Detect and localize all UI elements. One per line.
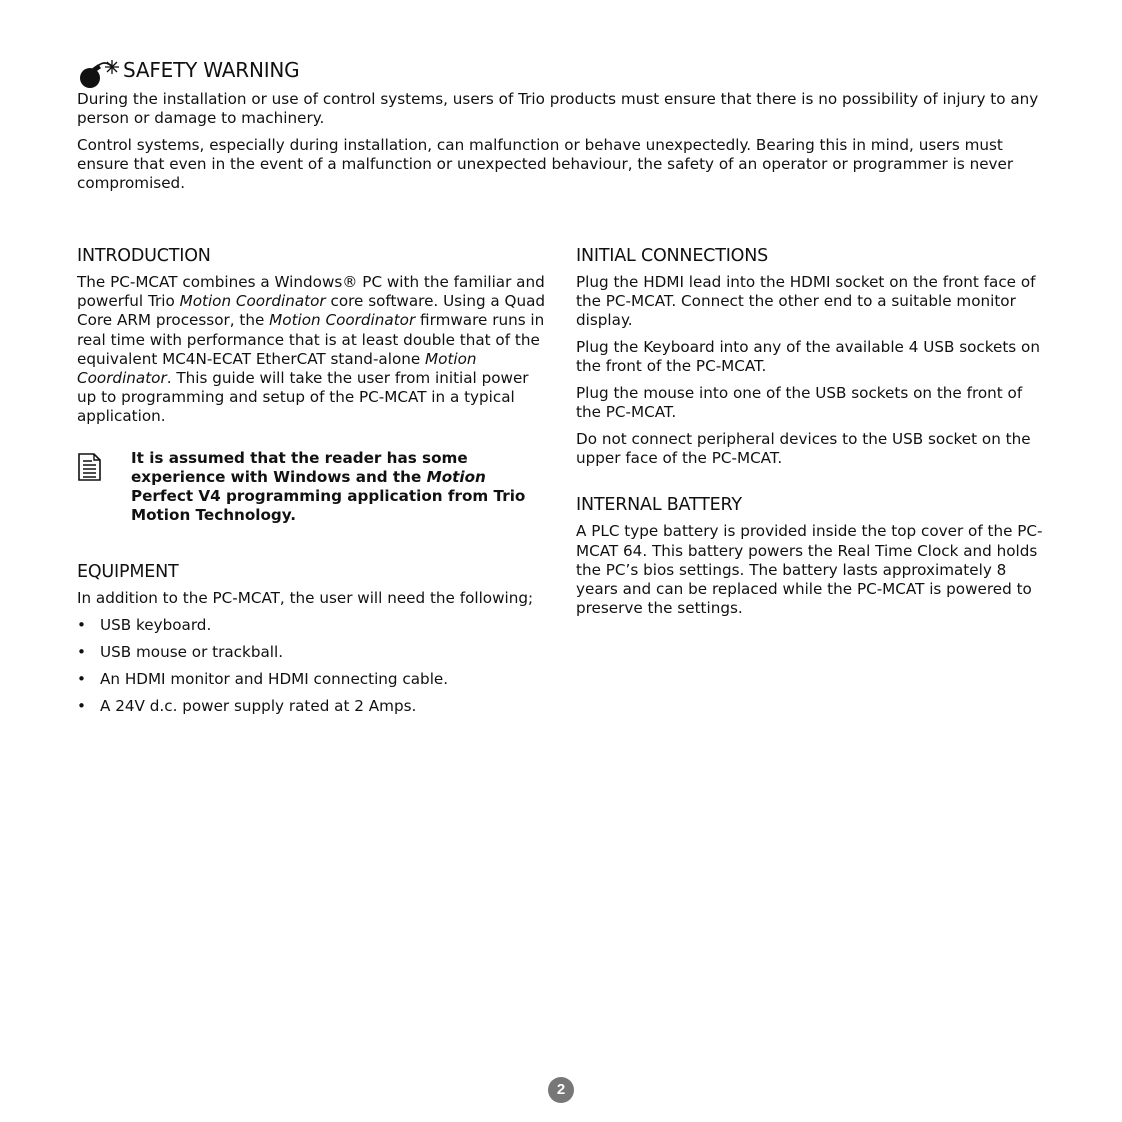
left-column xyxy=(77,245,547,724)
note-italic: Motion xyxy=(426,467,486,486)
bomb-icon xyxy=(76,58,124,92)
connections-paragraph: Plug the mouse into one of the USB sockets on the front of the PC-MCAT. xyxy=(576,384,1023,422)
list-item: • A 24V d.c. power supply rated at 2 Amps. xyxy=(77,697,547,716)
list-item: • USB mouse or trackball. xyxy=(77,643,547,662)
intro-text-1: The PC-MCAT combines a Windows® PC with the familiar and powerful Trio xyxy=(77,273,545,311)
equipment-intro: In addition to the PC-MCAT, the user will need the following; xyxy=(77,589,534,608)
intro-text-3: firmware runs in real time with performance that is at least double that of the equivalent MC4N-ECAT EtherCAT stand-alone xyxy=(77,311,545,368)
connections-paragraph: Do not connect peripheral devices to the USB socket on the upper face of the PC-MCAT. xyxy=(576,429,1031,468)
note-text-1: It is assumed that the reader has some experience with Windows and the xyxy=(131,448,468,486)
safety-paragraph-1: During the installation or use of control systems, users of Trio products must ensure that there is no possibility of injury to any person or damage to machinery. xyxy=(77,90,1039,128)
note-document-icon xyxy=(77,452,103,482)
initial-connections-section xyxy=(576,245,1046,468)
intro-text-2: core software. Using a Quad Core ARM processor, the xyxy=(77,292,546,330)
safety-body xyxy=(77,90,1045,201)
internal-battery-section xyxy=(576,494,1046,618)
page-number: 2 xyxy=(548,1077,574,1103)
initial-connections-heading: INITIAL CONNECTIONS xyxy=(576,246,769,266)
list-item: • An HDMI monitor and HDMI connecting cable. xyxy=(77,670,547,689)
equipment-list xyxy=(77,616,547,716)
intro-italic-3: Motion Coordinator xyxy=(77,349,477,388)
connections-paragraph: Plug the Keyboard into any of the available 4 USB sockets on the front of the PC-MCAT. xyxy=(576,338,1040,376)
equipment-section xyxy=(77,561,547,716)
intro-text-4: . This guide will take the user from initial power up to programming and setup of the PC-MCAT in a typical application. xyxy=(77,369,529,426)
note-block xyxy=(77,449,547,526)
safety-paragraph-2: Control systems, especially during installation, can malfunction or behave unexpectedly. Bearing this in mind, users must ensure that even in the event of a malfunction or unexpected behaviour, the safety of an operator or programmer is never compromised. xyxy=(77,135,1014,193)
note-text xyxy=(131,449,547,526)
internal-battery-heading: INTERNAL BATTERY xyxy=(576,495,742,516)
intro-italic-2: Motion Coordinator xyxy=(269,311,416,330)
connections-paragraph: Plug the HDMI lead into the HDMI socket on the front face of the PC-MCAT. Connect the other end to a suitable monitor display. xyxy=(576,273,1036,330)
introduction-paragraph xyxy=(77,273,547,427)
right-column xyxy=(576,245,1046,618)
internal-battery-paragraph: A PLC type battery is provided inside the top cover of the PC-MCAT 64. This battery powers the Real Time Clock and holds the PC’s bios settings. The battery lasts approximately 8 years and can be replaced while the PC-MCAT is powered to preserve the settings. xyxy=(576,522,1043,618)
list-item: • USB keyboard. xyxy=(77,616,547,635)
note-text-2: Perfect V4 programming application from Trio Motion Technology. xyxy=(131,487,526,525)
introduction-section xyxy=(77,245,547,427)
intro-italic-1: Motion Coordinator xyxy=(179,292,326,311)
equipment-heading: EQUIPMENT xyxy=(77,562,179,583)
safety-title: SAFETY WARNING xyxy=(123,58,300,82)
introduction-heading: INTRODUCTION xyxy=(77,246,211,266)
